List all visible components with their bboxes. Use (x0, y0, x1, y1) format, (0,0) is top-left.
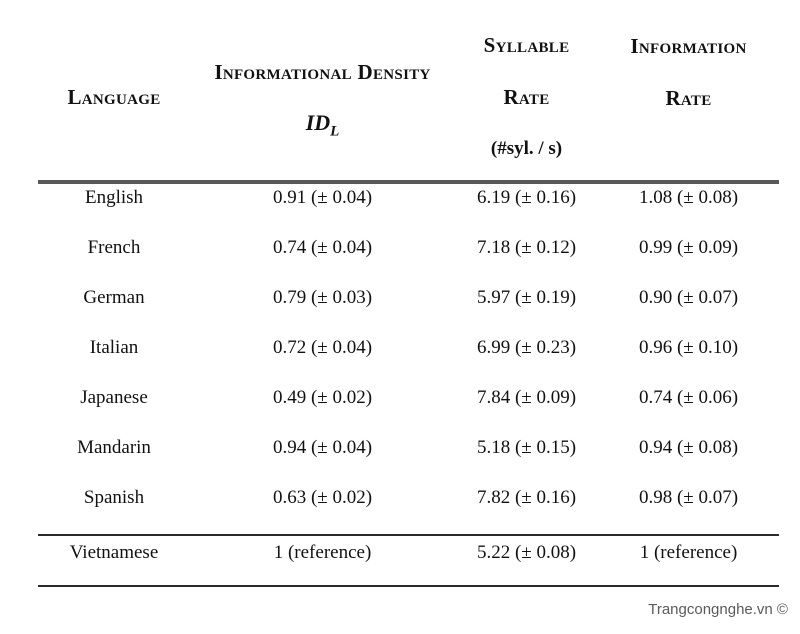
table-header-row (38, 0, 779, 184)
id-symbol-text: ID (305, 109, 331, 135)
table-row (38, 334, 779, 384)
syllable-rate-cell: 5.97 (± 0.19) (476, 287, 577, 308)
information-rate-cell: 0.96 (± 0.10) (638, 337, 739, 358)
informational-density-cell: 0.94 (± 0.04) (272, 437, 373, 458)
information-rate-cell: 0.98 (± 0.07) (638, 487, 739, 508)
information-rate-cell: 0.74 (± 0.06) (638, 387, 739, 408)
syllable-rate-cell: 5.22 (± 0.08) (476, 542, 577, 563)
syllable-rate-cell: 7.82 (± 0.16) (476, 487, 577, 508)
syllable-rate-cell: 5.18 (± 0.15) (476, 437, 577, 458)
table-row (38, 284, 779, 334)
syllable-rate-cell: 7.84 (± 0.09) (476, 387, 577, 408)
information-header-line1: Information (630, 34, 747, 58)
table-row (38, 234, 779, 284)
language-cell: Mandarin (77, 437, 151, 458)
syllable-header-line2: Rate (503, 84, 550, 109)
informational-density-cell: 0.91 (± 0.04) (272, 187, 373, 208)
table-row (38, 184, 779, 234)
column-header-information-rate (598, 0, 779, 180)
language-cell: German (83, 287, 145, 308)
column-header-informational-density (190, 0, 455, 180)
reference-row (38, 534, 779, 587)
language-cell: Italian (89, 337, 139, 358)
language-cell: Vietnamese (69, 542, 159, 563)
table-row (38, 384, 779, 434)
column-header-language (38, 0, 190, 180)
information-rate-cell: 1 (reference) (639, 542, 738, 563)
informational-density-cell: 0.79 (± 0.03) (272, 287, 373, 308)
language-cell: Japanese (80, 387, 148, 408)
language-header-label: Language (67, 84, 161, 109)
informational-density-cell: 0.74 (± 0.04) (272, 237, 373, 258)
language-cell: Spanish (83, 487, 145, 508)
information-rate-cell: 0.99 (± 0.09) (638, 237, 739, 258)
syllable-header-line1: Syllable (483, 32, 570, 57)
information-header-line2: Rate (665, 86, 712, 110)
information-rate-cell: 1.08 (± 0.08) (638, 187, 739, 208)
informational-density-cell: 0.49 (± 0.02) (272, 387, 373, 408)
information-rate-cell: 0.90 (± 0.07) (638, 287, 739, 308)
informational-density-header-label: Informational Density (214, 59, 431, 84)
informational-density-cell: 0.72 (± 0.04) (272, 337, 373, 358)
watermark: Trangcongnghe.vn © (648, 601, 788, 618)
syllable-rate-cell: 6.19 (± 0.16) (476, 187, 577, 208)
language-cell: English (84, 187, 144, 208)
id-symbol-subscript: L (330, 122, 340, 139)
information-rate-cell: 0.94 (± 0.08) (638, 437, 739, 458)
table-row (38, 484, 779, 534)
table-row (38, 434, 779, 484)
syllable-rate-cell: 6.99 (± 0.23) (476, 337, 577, 358)
column-header-syllable-rate (455, 0, 598, 180)
syllable-rate-cell: 7.18 (± 0.12) (476, 237, 577, 258)
id-symbol (306, 98, 340, 148)
language-metrics-table (38, 0, 779, 587)
syllable-rate-unit: (#syl. / s) (490, 137, 563, 159)
language-cell: French (87, 237, 141, 258)
informational-density-cell: 1 (reference) (273, 542, 372, 563)
informational-density-cell: 0.63 (± 0.02) (272, 487, 373, 508)
